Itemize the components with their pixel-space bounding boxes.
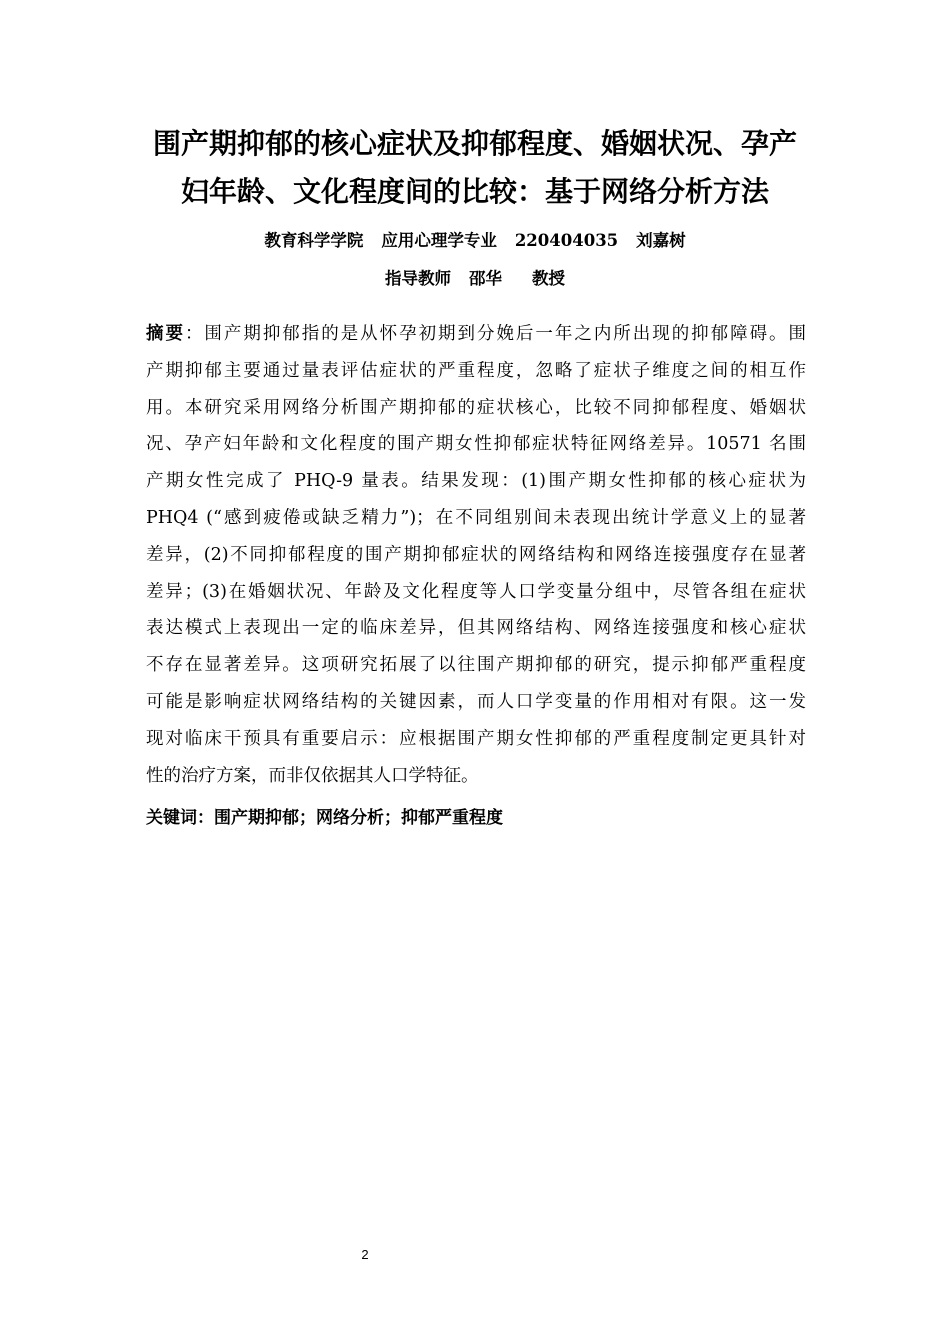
advisor-label: 指导教师 bbox=[385, 269, 451, 288]
advisor-line bbox=[120, 265, 830, 289]
abstract-line-9: 表达模式上表现出一定的临床差异，但其网络结构、网络连接强度和核心症状 bbox=[146, 618, 806, 639]
author-line bbox=[120, 227, 830, 251]
abstract-line-10: 不存在显著差异。这项研究拓展了以往围产期抑郁的研究，提示抑郁严重程度 bbox=[146, 655, 806, 676]
abstract-line-6: PHQ4 (“感到疲倦或缺乏精力”)；在不同组别间未表现出统计学意义上的显著 bbox=[146, 507, 806, 528]
student-id: 220404035 bbox=[514, 231, 619, 250]
abstract-block bbox=[146, 316, 806, 794]
advisor-name: 邵华 bbox=[469, 269, 502, 288]
page-number: 2 bbox=[361, 1247, 369, 1262]
college-name: 教育科学学院 bbox=[264, 231, 364, 250]
abstract-line-11: 可能是影响症状网络结构的关键因素，而人口学变量的作用相对有限。这一发 bbox=[146, 691, 806, 712]
thesis-title bbox=[120, 120, 830, 216]
abstract-label: 摘要 bbox=[146, 324, 185, 344]
abstract-line-4: 况、孕产妇年龄和文化程度的围产期女性抑郁症状特征网络差异。10571 名围 bbox=[146, 434, 806, 455]
thesis-title-line-1: 围产期抑郁的核心症状及抑郁程度、婚姻状况、孕产 bbox=[152, 127, 797, 160]
abstract-line-7: 差异，(2)不同抑郁程度的围产期抑郁症状的网络结构和网络连接强度存在显著 bbox=[146, 544, 806, 565]
abstract-line-2: 产期抑郁主要通过量表评估症状的严重程度，忽略了症状子维度之间的相互作 bbox=[146, 360, 806, 381]
thesis-title-line-2: 妇年龄、文化程度间的比较：基于网络分析方法 bbox=[180, 175, 769, 208]
author-name: 刘嘉树 bbox=[636, 231, 686, 250]
keywords-line: 关键词：围产期抑郁；网络分析；抑郁严重程度 bbox=[146, 808, 503, 828]
abstract-line-3: 用。本研究采用网络分析围产期抑郁的症状核心，比较不同抑郁程度、婚姻状 bbox=[146, 397, 806, 418]
abstract-line-8: 差异；(3)在婚姻状况、年龄及文化程度等人口学变量分组中，尽管各组在症状 bbox=[146, 581, 806, 602]
advisor-rank: 教授 bbox=[532, 269, 565, 288]
abstract-line-13: 性的治疗方案，而非仅依据其人口学特征。 bbox=[146, 765, 479, 786]
abstract-line-5: 产期女性完成了 PHQ-9 量表。结果发现：(1)围产期女性抑郁的核心症状为 bbox=[146, 471, 806, 492]
abstract-line-1-text: ：围产期抑郁指的是从怀孕初期到分娩后一年之内所出现的抑郁障碍。围 bbox=[184, 324, 807, 344]
major-name: 应用心理学专业 bbox=[381, 231, 497, 250]
abstract-line-12: 现对临床干预具有重要启示：应根据围产期女性抑郁的严重程度制定更具针对 bbox=[146, 728, 806, 749]
abstract-line-1 bbox=[146, 316, 806, 353]
